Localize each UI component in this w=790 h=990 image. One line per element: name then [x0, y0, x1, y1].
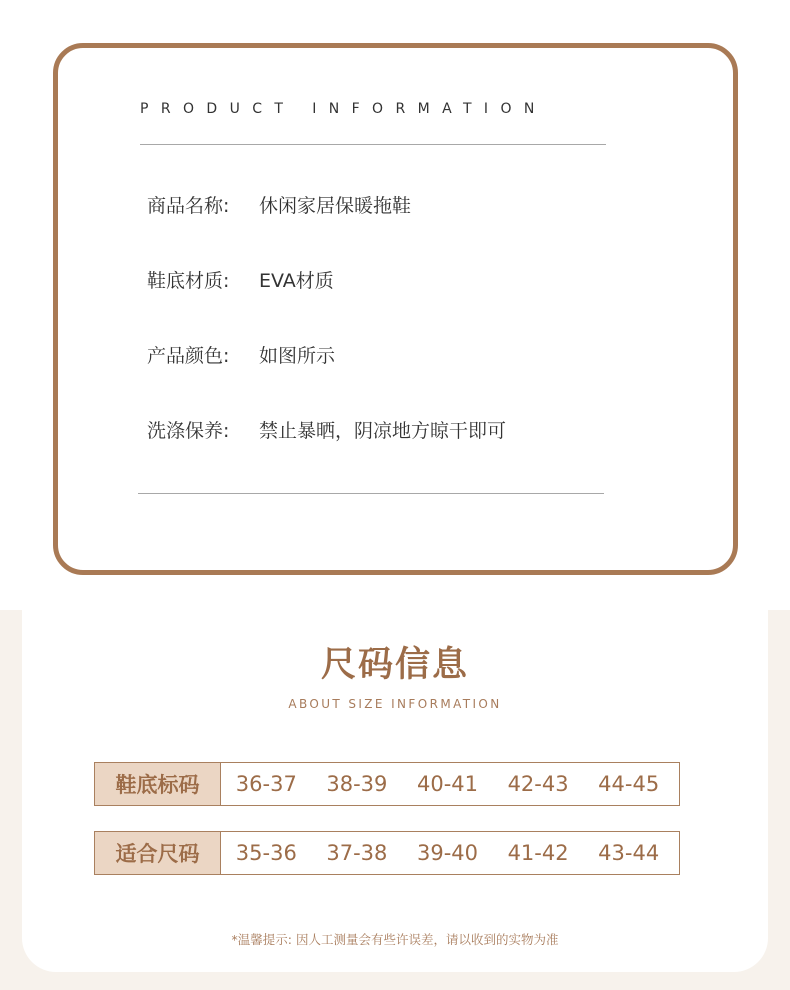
info-row-material: [147, 266, 334, 293]
info-label: 鞋底材质:: [147, 270, 230, 292]
size-cell: 37-38: [326, 841, 388, 865]
size-subheading: ABOUT SIZE INFORMATION: [288, 697, 502, 711]
size-cell: 42-43: [507, 772, 569, 796]
info-label: 产品颜色:: [147, 345, 230, 367]
bottom-divider: [138, 493, 604, 494]
product-info-card: [53, 43, 738, 575]
size-cell: 44-45: [598, 772, 660, 796]
top-divider: [140, 144, 606, 145]
info-label: 商品名称:: [147, 195, 230, 217]
size-cell: 35-36: [235, 841, 297, 865]
size-cell: 39-40: [416, 841, 478, 865]
size-table-header: 鞋底标码: [95, 763, 221, 805]
size-heading: 尺码信息: [320, 645, 469, 685]
info-label: 洗涤保养:: [147, 420, 230, 442]
product-info-title: PRODUCT INFORMATION: [140, 101, 547, 117]
info-value: EVA材质: [259, 270, 334, 292]
info-row-color: [147, 341, 335, 368]
size-cell: 36-37: [235, 772, 297, 796]
size-cell: 41-42: [507, 841, 569, 865]
size-table-fit: [94, 831, 680, 875]
size-table-cells: [221, 763, 674, 805]
info-value: 如图所示: [259, 345, 336, 367]
size-cell: 43-44: [598, 841, 660, 865]
info-row-name: [147, 191, 411, 218]
size-note: *温馨提示: 因人工测量会有些许误差，请以收到的实物为准: [231, 932, 559, 947]
info-row-care: [147, 416, 506, 443]
size-table-sole: [94, 762, 680, 806]
info-value: 禁止暴晒，阴凉地方晾干即可: [259, 420, 507, 442]
size-cell: 38-39: [326, 772, 388, 796]
size-cell: 40-41: [416, 772, 478, 796]
size-table-header: 适合尺码: [95, 832, 221, 874]
size-table-cells: [221, 832, 674, 874]
info-value: 休闲家居保暖拖鞋: [259, 195, 412, 217]
